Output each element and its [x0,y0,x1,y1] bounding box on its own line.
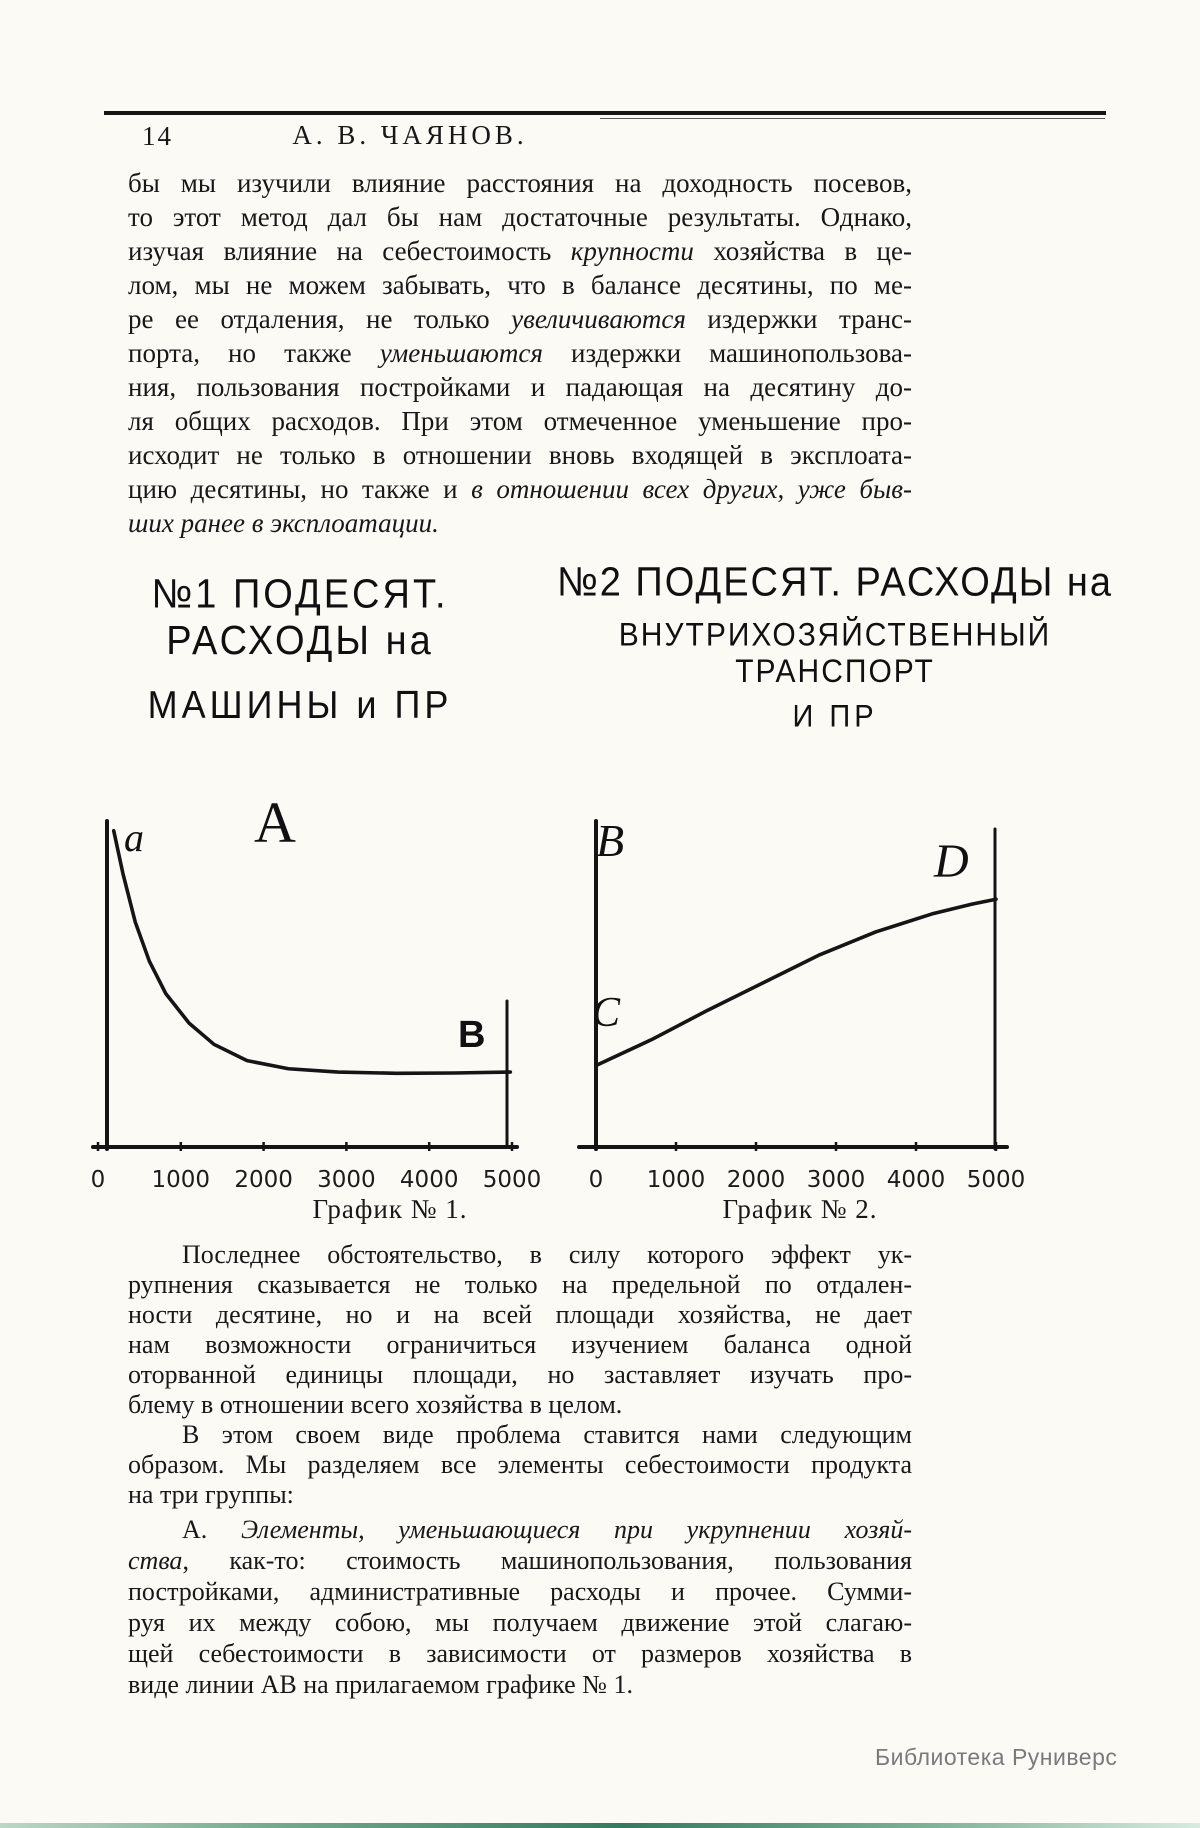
text-line [128,1390,912,1420]
x-tick-label: 1000 [646,1167,706,1193]
text-line [128,370,912,404]
chart1-curve-start-label: а [124,815,144,860]
text-segment: то этот метод дал бы нам достаточные результаты. Однако, [128,202,912,232]
text-segment-italic: ства [128,1546,183,1575]
x-tick-label: 1000 [151,1167,211,1193]
scan-edge-strip [0,1823,1200,1828]
text-segment-italic: ших ранее в эксплоатации. [128,508,439,538]
text-segment: , как-то: стоимость машинопользования, пользования [182,1546,912,1575]
text-segment: щей себестоимости в зависимости от размеров хозяйства в [128,1639,912,1668]
text-line [128,1300,912,1330]
text-line [128,506,912,540]
text-segment-italic: уменьшаются [379,338,543,368]
text-line [128,1480,912,1510]
text-segment: издержки машинопользова- [542,338,912,368]
text-line [128,302,912,336]
figure-1-title [70,572,530,728]
text-segment-italic: в отношении всех других, уже быв- [471,474,912,504]
text-line [128,1545,912,1576]
text-segment: нам возможности ограничиться изучением баланса одной [128,1330,912,1359]
figure-2-title [535,560,1135,735]
text-line [128,1420,912,1450]
text-line [128,1638,912,1669]
chart1-corner-label: А [254,790,296,855]
text-segment: рупнения сказывается не только на предельной по отдален- [128,1270,912,1299]
text-segment: руя их между собою, мы получаем движение этой слагаю- [128,1608,912,1637]
text-segment: ния, пользования постройками и падающая на десятину до- [128,372,912,402]
text-line [128,1240,912,1270]
text-line [128,234,912,268]
text-segment: ля общих расходов. При этом отмеченное уменьшение про- [128,406,912,436]
text-segment: оторванной единицы площади, но заставляет изучать про- [128,1360,912,1389]
chart1-curve-end-label: В [458,1014,486,1056]
page-number: 14 [142,121,173,151]
header-rule [104,111,1106,115]
text-line [128,1330,912,1360]
x-tick-label: 3000 [806,1167,866,1193]
text-segment: постройками, административные расходы и прочее. Сумми- [128,1577,912,1606]
figure-2-title-line-1: №2 ПОДЕСЯТ. РАСХОДЫ на [556,560,1114,606]
text-line [128,1576,912,1607]
running-title: А. В. ЧАЯНОВ. [292,120,528,150]
paragraph-4 [128,1514,912,1700]
text-segment-italic: Элементы, уменьшающиеся при укрупнении хозяй- [240,1515,913,1544]
text-line [128,1669,912,1700]
text-line [128,336,912,370]
text-segment: виде линии АВ на прилагаемом графике № 1. [128,1670,633,1699]
text-segment: издержки транс- [685,304,913,334]
text-line [128,166,912,200]
text-segment: исходит не только в отношении вновь входящей в эксплоата- [128,440,912,470]
text-line [128,1450,912,1480]
chart2-curve-end-label: D [934,835,969,888]
text-line [128,438,912,472]
chart-1-caption: График № 1. [312,1194,468,1224]
figure-2-title-line-2: ВНУТРИХОЗЯЙСТВЕННЫЙ ТРАНСПОРТ [618,617,1052,690]
text-segment: В этом своем виде проблема ставится нами следующим [182,1420,912,1449]
text-line [128,268,912,302]
text-segment: изучая влияние на себестоимость [128,236,571,266]
x-tick-label: 4000 [886,1167,946,1193]
x-tick-label: 2000 [726,1167,786,1193]
chart2-axis-top-label: В [596,815,625,866]
text-segment: лом, мы не можем забывать, что в балансе десятины, по ме- [128,270,912,300]
text-segment: хозяйства в це- [693,236,912,266]
library-watermark: Библиотека Руниверс [875,1744,1118,1770]
chart-2-caption: График № 2. [722,1194,878,1224]
paragraph-2 [128,1240,912,1420]
text-segment: блему в отношении всего хозяйства в целом. [128,1390,623,1419]
x-tick-label: 4000 [399,1167,459,1193]
figure-2-title-line-3: И ПР [792,699,878,734]
text-segment-italic: увеличиваются [511,304,686,334]
text-line [128,404,912,438]
x-tick-label: 2000 [234,1167,293,1193]
text-segment: порта, но также [128,338,380,368]
header-rule-thin [600,118,1105,119]
text-segment: на три группы: [128,1480,294,1509]
text-segment: цию десятины, но также и [128,474,472,504]
x-tick-label: 3000 [317,1167,376,1193]
series-AB-curve [114,831,511,1074]
figure-1-title-line-1: №1 ПОДЕСЯТ. РАСХОДЫ на [151,572,449,664]
x-tick-label: 5000 [482,1167,542,1193]
chart2-curve-start-label: С [592,990,621,1036]
text-line [128,1360,912,1390]
text-line [128,472,912,506]
text-segment: ности десятине, но и на всей площади хозяйства, не дает [128,1300,912,1329]
text-segment: Последнее обстоятельство, в силу которого эффект ук- [182,1240,912,1269]
x-tick-label: 5000 [966,1167,1026,1193]
series-CD-curve [596,899,996,1065]
text-segment: А. [182,1515,241,1544]
text-line [128,1607,912,1638]
chart-1-plot [85,815,542,1205]
text-line [128,1514,912,1545]
text-segment: образом. Мы разделяем все элементы себестоимости продукта [128,1450,912,1479]
text-segment: бы мы изучили влияние расстояния на доходность посевов, [128,168,912,198]
figure-1-title-line-2: МАШИНЫ и ПР [147,682,453,727]
x-tick-label: 0 [588,1167,604,1193]
x-tick-label: 0 [90,1167,106,1193]
text-segment: ре ее отдаления, не только [128,304,512,334]
intro-paragraph [128,166,912,540]
text-line [128,200,912,234]
text-line [128,1270,912,1300]
paragraph-3 [128,1420,912,1510]
text-segment-italic: крупности [570,236,694,266]
